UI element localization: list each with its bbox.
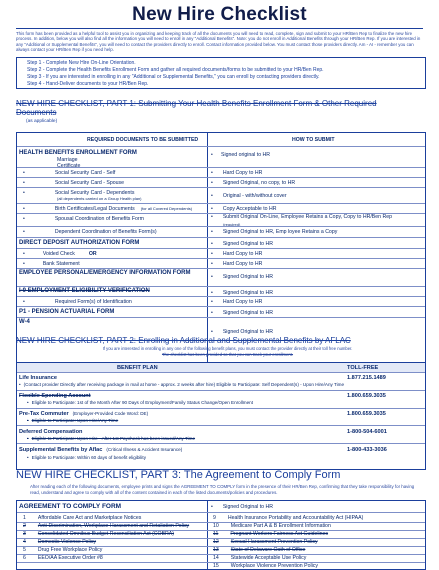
policy-item-9: 9 Health Insurance Portability and Accountability Act (HIPAA) [213,515,364,521]
ssn-dependents-note: (all dependents carried on a Group Health plan) [57,196,142,201]
col-header-documents: REQUIRED DOCUMENTS TO BE SUBMITTED [87,137,199,143]
p1-pension-how: • Signed Original to HR [211,310,273,316]
step-4: Step 4 - Hand-Deliver documents to your HR/Ben Rep. [27,81,149,87]
deferred-comp-note: • Eligible to Participate: Upon Hire - After 1st Paycheck has been issued/Any Time [27,436,196,441]
spousal-cob-required: (required) [223,222,241,227]
voided-check: • Voided Check OR [23,251,97,257]
bank-statement-how: • Hard Copy to HR [211,261,263,267]
ssn-self-how: • Hard Copy to HR [211,170,263,176]
page-title: New Hire Checklist [132,4,307,25]
marriage-certificate: Marriage Certificate [57,157,81,169]
step-2: Step 2 - Complete the Health Benefits Enrollment Form and gather all required documents/forms to be submitted to your HR/Ben Rep. [27,67,324,73]
voided-check-how: • Hard Copy to HR [211,251,263,257]
policy-item-1: 1 Affordable Care Act and Marketplace Notices [23,515,142,521]
w4-how: • Signed Original to HR [211,329,273,335]
pretax-commuter-phone: 1.800.659.3035 [347,411,386,417]
part2-table [16,362,426,470]
policy-item-10: 10 Medicare Part A & B Enrollment Information [213,523,331,529]
i9-how: • Signed Original to HR [211,290,273,296]
part3-table [16,500,426,570]
identification-docs: • Required Form(s) of Identification [23,299,132,305]
health-form-header: HEALTH BENEFITS ENROLLMENT FORM [19,150,137,156]
policy-item-6: 6 EEO/AA Executive Order #8 [23,555,103,561]
p1-pension-header: P1 - PENSION ACTUARIAL FORM [19,309,115,315]
ssn-spouse-how: • Signed Original, no copy, to HR [211,180,296,186]
birth-certificates: • Birth Certificates/Legal Documents (for all Covered Dependents) [23,206,193,212]
title-divider [16,28,423,29]
bank-statement: • Bank Statement [23,261,80,267]
part2-subtext-2: The checklist has been provided so that you can track your enrollment. [161,352,294,357]
part3-heading: NEW HIRE CHECKLIST, PART 3: The Agreement to Comply Form [16,469,341,481]
part1-note: (as applicable) [26,119,58,124]
pretax-commuter: Pre-Tax Commuter (Employer-Provided Code Word: DE) [19,411,149,417]
policy-item-13: 13 State of Delaware Oath of Office [213,547,306,553]
policy-item-3: 3 Consolidated Omnibus Budget Reconciliation Act (COBRA) [23,531,174,537]
step-1: Step 1 - Complete New Hire On-Line Orientation. [27,60,136,66]
part2-subtext: If you are interested in enrolling in any one of the following benefit plans, you must contact the provider directly at their toll free number. [102,346,353,351]
intro-paragraph: This form has been provided as a helpful tool to assist you in organizing and keeping track of all the documents you will need to read, complete, sign and submit to your HR/Ben Rep to finalize the new hire process. In addition, below you will also find all the information you will need to enroll in any "Additional Benefits". Note: you do not enroll in Additional Benefits through your HR/Ben Rep. If you are interested in any "Additional or Supplemental Benefits", you will need to contact the providers directly to enroll. Contact information provided below. You must contact those providers directly. Am - AI - remember you can always contact your HR/Ben Rep if you need help. [16,31,421,53]
ssn-spouse: • Social Security Card - Spouse [23,180,125,186]
dependent-cob: • Dependent Coordination of Benefits Form(s) [23,229,157,235]
agreement-form-label: AGREEMENT TO COMPLY FORM [19,503,122,510]
emergency-form-how: • Signed Original to HR [211,274,273,280]
col-header-plan: BENEFIT PLAN [117,365,158,371]
identification-docs-how: • Hard Copy to HR [211,299,263,305]
emergency-form-header: EMPLOYEE PERSONAL/EMERGENCY INFORMATION FORM [19,270,191,276]
i9-header: I-9 EMPLOYMENT ELIGIBILITY VERIFICATION [19,288,150,294]
fsa-note: • Eligible to Participate: 1st of the Month After 90 Days of Employment/Family Status Change/Open Enrollment [27,400,253,405]
aflac-supplemental: Supplemental Benefits by Aflac (Critical Illness & Accident Insurance) [19,447,183,453]
part2-heading: NEW HIRE CHECKLIST, PART 2: Enrolling in Additional and Supplemental Benefits by AFLAC [16,336,351,345]
policy-item-2: 2 Anti-Discrimination, Workplace Harassment and Retaliation Policy [23,523,190,529]
dependent-cob-how: • Signed Original to HR, Emp loyee Retains a Copy [211,229,338,235]
part1-heading: NEW HIRE CHECKLIST, PART 1: Submitting Your Health Benefits Enrollment Form & Other Required Documents [16,99,377,117]
ssn-dependents: • Social Security Card - Dependents [23,190,135,196]
part3-text: After reading each of the following documents, employee prints and signs the AGREEMENT TO COMPLY form in the presence of their HR/Ben Rep, confirming that they take responsibility for having read, understand and agree to comply with all of the content contained in each of the listed documents/policies and procedures. [30,484,415,495]
col-header-tollfree: TOLL-FREE [347,365,379,371]
health-form-how: • Signed original to HR [211,152,271,158]
w4-header: W-4 [19,319,30,325]
life-insurance-phone: 1.877.215.1489 [347,375,386,381]
fsa-phone: 1.800.659.3035 [347,393,386,399]
policy-item-14: 14 Statewide Acceptable Use Policy [213,555,307,561]
direct-deposit-how: • Signed Original to HR [211,241,273,247]
spousal-cob-how: • Submit Original On-Line, Employee Retains a Copy, Copy to HR/Ben Rep [211,214,392,220]
agreement-form-how: • Signed Original to HR [211,504,273,510]
policy-item-4: 4 Domestic Violence Policy [23,539,97,545]
direct-deposit-header: DIRECT DEPOSIT AUTHORIZATION FORM [19,240,140,246]
birth-certificates-how: • Copy Acceptable to HR [211,206,277,212]
ssn-self: • Social Security Card - Self [23,170,116,176]
fsa-name: Flexible Spending Account [19,393,91,399]
step-3: Step 3 - If you are interested in enrolling in any "Additional or Supplemental Benefits," you can enroll by contacting providers directly. [27,74,320,80]
life-insurance-name: Life Insurance [19,375,57,381]
deferred-comp-phone: 1-800-504-6001 [347,429,387,435]
ssn-dependents-how: • Original - with/without cover [211,193,287,199]
policy-item-11: 11 Pregnant Workers Fairness Act Guidelines [213,531,329,537]
life-insurance-note: • (Contact provider Directly after receiving package in mail at home - approx. 2 weeks after hire) Eligible to Participate: Self Dependent(s) - Upon Hire/Any Time [19,382,345,387]
part1-table [16,132,426,366]
spousal-cob: • Spousal Coordination of Benefits Form [23,216,144,222]
deferred-comp-name: Deferred Compensation [19,429,83,435]
aflac-phone: 1-800-433-3036 [347,447,387,453]
steps-box [16,57,426,89]
policy-item-15: 15 Workplace Violence Prevention Policy [213,563,318,569]
pretax-commuter-note: • Eligible to Participate: Upon Hire/Any Time [27,418,119,423]
policy-item-5: 5 Drug Free Workplace Policy [23,547,103,553]
aflac-note: • Eligible to Participate: Within 60 days of benefit eligibility [27,455,147,460]
col-header-submit: HOW TO SUBMIT [292,137,335,143]
policy-item-12: 12 Sexual Harassment Prevention Policy [213,539,318,545]
